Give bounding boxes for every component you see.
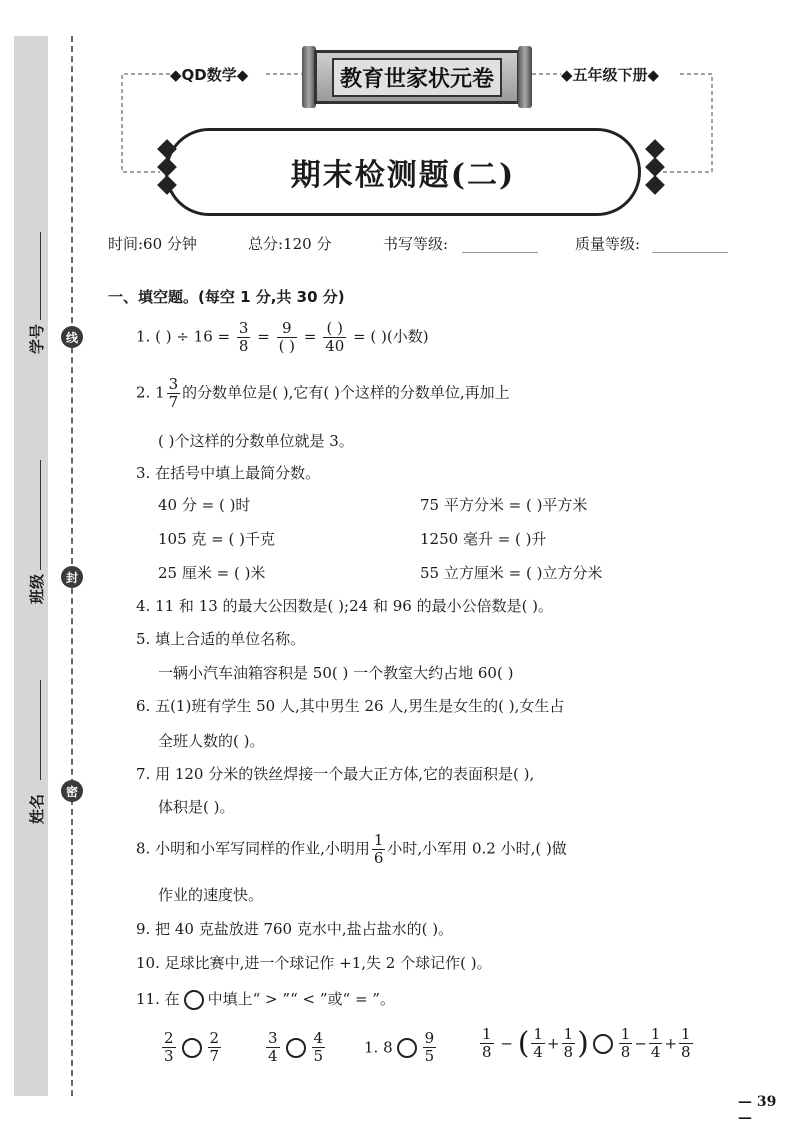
grade-label: ◆五年级下册◆ <box>561 66 660 84</box>
question-3: 3. 在括号中填上最简分数。 <box>136 464 321 482</box>
name-label: 姓名 <box>28 793 47 825</box>
name-line <box>40 680 41 780</box>
fraction: $\frac{( )}{40}$ <box>325 319 345 355</box>
compare-circle-blank[interactable] <box>286 1038 306 1058</box>
class-label: 班级 <box>28 573 47 605</box>
seal-line-badge: 线 <box>61 326 83 348</box>
question-2: 2. 1 $\frac{3}{7}$ 的分数单位是( ),它有( )个这样的分数单位,再加上 <box>136 375 510 411</box>
quality-grade-blank[interactable] <box>652 252 728 253</box>
total-score-info: 总分:120 分 <box>248 235 332 253</box>
compare-item-4: $\frac{1}{8}$ − ( $\frac{1}{4}$ + $\frac{1}{8}$ ) $\frac{1}{8}$ − $\frac{1}{4}$ + $\frac{1}{8}$ <box>482 1025 691 1061</box>
compare-item-3: 1. 8 $\frac{9}{5}$ <box>364 1029 435 1065</box>
scroll-roller-right <box>518 46 532 108</box>
question-5: 5. 填上合适的单位名称。 <box>136 630 306 648</box>
compare-circle-icon <box>184 990 204 1010</box>
question-8-cont: 作业的速度快。 <box>158 886 264 904</box>
question-11: 11. 在 中填上“ > ”“ < ”或“ = ”。 <box>136 990 395 1008</box>
section-heading: 一、填空题。(每空 1 分,共 30 分) <box>108 288 345 306</box>
writing-grade-blank[interactable] <box>462 252 538 253</box>
brand-plate <box>314 50 520 104</box>
compare-item-1: $\frac{2}{3}$ $\frac{2}{7}$ <box>164 1029 220 1065</box>
compare-item-2: $\frac{3}{4}$ $\frac{4}{5}$ <box>268 1029 324 1065</box>
class-line <box>40 460 41 570</box>
question-6: 6. 五(1)班有学生 50 人,其中男生 26 人,男生是女生的( ),女生占 <box>136 697 565 715</box>
seal-secret-badge: 密 <box>61 780 83 802</box>
compare-circle-blank[interactable] <box>397 1038 417 1058</box>
question-3-item: 75 平方分米 = ( )平方米 <box>420 496 588 514</box>
seal-seal-badge: 封 <box>61 566 83 588</box>
brand-scroll <box>302 46 532 108</box>
fraction: $\frac{1}{6}$ <box>373 831 384 867</box>
question-8: 8. 小明和小军写同样的作业,小明用 $\frac{1}{6}$ 小时,小军用 0.2 小时,( )做 <box>136 831 567 867</box>
question-6-cont: 全班人数的( )。 <box>158 732 265 750</box>
question-5-cont: 一辆小汽车油箱容积是 50( ) 一个教室大约占地 60( ) <box>158 664 514 682</box>
question-3-item: 55 立方厘米 = ( )立方分米 <box>420 564 603 582</box>
fraction: $\frac{3}{8}$ <box>238 319 249 355</box>
student-no-label: 学号 <box>28 323 47 355</box>
exam-title: 期末检测题(二) <box>290 158 516 193</box>
compare-circle-blank[interactable] <box>593 1034 613 1054</box>
question-3-item: 1250 毫升 = ( )升 <box>420 530 547 548</box>
brand-title: 教育世家状元卷 <box>332 58 502 97</box>
page-number: — 39 — <box>738 1094 777 1124</box>
fraction: $\frac{3}{7}$ <box>168 375 179 411</box>
question-10: 10. 足球比赛中,进一个球记作 +1,失 2 个球记作( )。 <box>136 954 492 972</box>
question-4: 4. 11 和 13 的最大公因数是( );24 和 96 的最小公倍数是( )。 <box>136 597 554 615</box>
fraction: $\frac{9}{( )}$ <box>278 319 296 355</box>
question-3-item: 25 厘米 = ( )米 <box>158 564 266 582</box>
question-3-item: 40 分 = ( )时 <box>158 496 251 514</box>
time-info: 时间:60 分钟 <box>108 235 197 253</box>
question-1: 1. ( ) ÷ 16 = $\frac{3}{8}$ = $\frac{9}{( )}$ = $\frac{( )}{40}$ = ( )(小数) <box>136 319 429 355</box>
question-7-cont: 体积是( )。 <box>158 798 235 816</box>
exam-title-frame <box>165 128 641 216</box>
quality-grade-label: 质量等级: <box>575 235 641 253</box>
compare-circle-blank[interactable] <box>182 1038 202 1058</box>
subject-label: ◆QD数学◆ <box>170 66 249 84</box>
question-2-cont: ( )个这样的分数单位就是 3。 <box>158 432 354 450</box>
question-7: 7. 用 120 分米的铁丝焊接一个最大正方体,它的表面积是( ), <box>136 765 535 783</box>
question-3-item: 105 克 = ( )千克 <box>158 530 275 548</box>
writing-grade-label: 书写等级: <box>383 235 449 253</box>
question-9: 9. 把 40 克盐放进 760 克水中,盐占盐水的( )。 <box>136 920 454 938</box>
